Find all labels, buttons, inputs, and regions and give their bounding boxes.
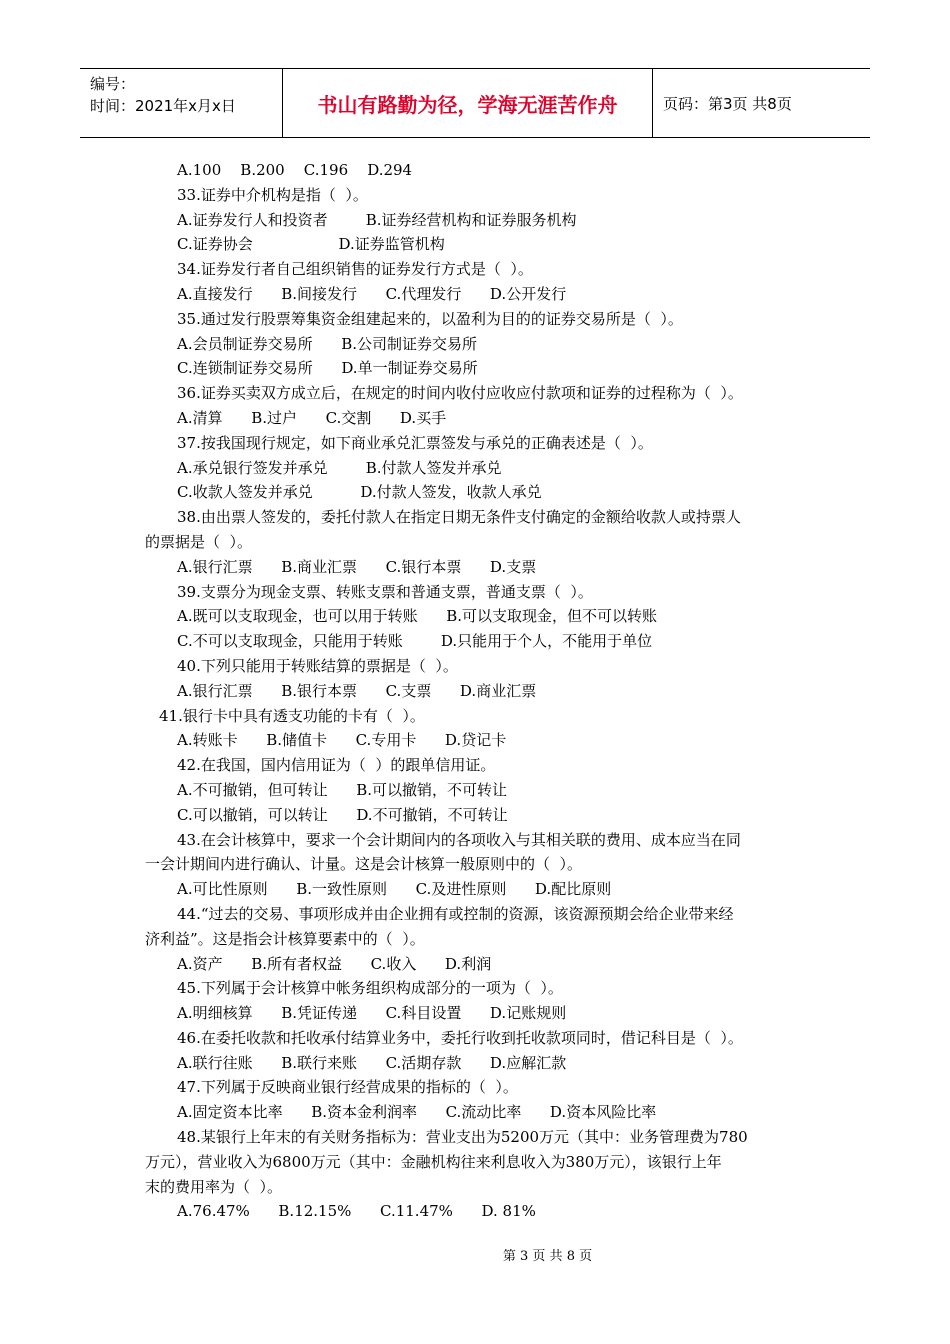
text-line: 47.下列属于反映商业银行经营成果的指标的（ ）。 <box>177 1078 518 1097</box>
text-line: A.承兑银行签发并承兑 B.付款人签发并承兑 <box>177 458 502 477</box>
text-line: 40.下列只能用于转账结算的票据是（ ）。 <box>177 656 458 675</box>
text-line: A.可比性原则 B.一致性原则 C.及进性原则 D.配比原则 <box>177 880 612 899</box>
text-line: 一会计期间内进行确认、计量。这是会计核算一般原则中的（ ）。 <box>145 855 583 874</box>
text-line: A.转账卡 B.储值卡 C.专用卡 D.贷记卡 <box>177 731 507 750</box>
footer-page-number: 第 3 页 共 8 页 <box>502 1249 593 1264</box>
text-line: 的票据是（ ）。 <box>145 532 253 551</box>
text-line: 37.按我国现行规定，如下商业承兑汇票签发与承兑的正确表述是（ ）。 <box>177 433 653 452</box>
text-line: A.证券发行人和投资者 B.证券经营机构和证券服务机构 <box>177 210 577 229</box>
time-label: 时间：2021年x月x日 <box>90 97 236 115</box>
text-line: A.银行汇票 B.银行本票 C.支票 D.商业汇票 <box>177 681 537 700</box>
text-line: 万元），营业收入为6800万元（其中：金融机构往来利息收入为380万元），该银行上年 <box>145 1152 722 1171</box>
text-line: A.100 B.200 C.196 D.294 <box>177 161 413 179</box>
text-line: 43.在会计核算中，要求一个会计期间内的各项收入与其相关联的费用、成本应当在同 <box>177 830 741 849</box>
text-line: C.可以撤销，可以转让 D.不可撤销，不可转让 <box>177 805 508 824</box>
header-motto: 书山有路勤为径，学海无涯苦作舟 <box>283 69 653 137</box>
text-line: A.固定资本比率 B.资本金利润率 C.流动比率 D.资本风险比率 <box>177 1103 657 1122</box>
text-line: 46.在委托收款和托收承付结算业务中，委托行收到托收款项同时，借记科目是（ ）。 <box>177 1028 743 1047</box>
text-line: 34.证券发行者自己组织销售的证券发行方式是（ ）。 <box>177 260 533 279</box>
text-line: 39.支票分为现金支票、转账支票和普通支票，普通支票（ ）。 <box>177 582 593 601</box>
text-line: 济利益”。这是指会计核算要素中的（ ）。 <box>145 929 425 948</box>
text-line: C.收款人签发并承兑 D.付款人签发，收款人承兑 <box>177 483 542 502</box>
text-line: C.证券协会 D.证券监管机构 <box>177 235 445 254</box>
text-line: A.既可以支取现金，也可以用于转账 B.可以支取现金，但不可以转账 <box>177 607 658 626</box>
text-line: A.联行往账 B.联行来账 C.活期存款 D.应解汇款 <box>177 1053 567 1072</box>
text-line: 36.证券买卖双方成立后，在规定的时间内收付应收应付款项和证券的过程称为（ ）。 <box>177 384 743 403</box>
text-line: 48.某银行上年末的有关财务指标为：营业支出为5200万元（其中：业务管理费为780 <box>177 1128 748 1147</box>
text-line: 45.下列属于会计核算中帐务组织构成部分的一项为（ ）。 <box>177 979 563 998</box>
text-line: A.76.47% B.12.15% C.11.47% D. 81% <box>177 1202 536 1221</box>
number-label: 编号： <box>90 75 136 93</box>
header-page-info: 页码：第3页 共8页 <box>663 94 792 113</box>
text-line: 42.在我国，国内信用证为（ ）的跟单信用证。 <box>177 756 496 775</box>
text-line: C.连锁制证券交易所 D.单一制证券交易所 <box>177 359 478 378</box>
text-line: A.直接发行 B.间接发行 C.代理发行 D.公开发行 <box>177 284 567 303</box>
text-line: C.不可以支取现金，只能用于转账 D.只能用于个人，不能用于单位 <box>177 632 653 651</box>
text-line: 33.证券中介机构是指（ ）。 <box>177 185 368 204</box>
text-line: 38.由出票人签发的，委托付款人在指定日期无条件支付确定的金额给收款人或持票人 <box>177 508 741 527</box>
header-meta <box>80 69 283 137</box>
text-line: A.清算 B.过户 C.交割 D.买手 <box>177 408 447 427</box>
text-line: 41.银行卡中具有透支功能的卡有（ ）。 <box>159 706 425 725</box>
text-line: 35.通过发行股票筹集资金组建起来的，以盈利为目的的证券交易所是（ ）。 <box>177 309 683 328</box>
text-line: A.银行汇票 B.商业汇票 C.银行本票 D.支票 <box>177 557 537 576</box>
text-line: A.资产 B.所有者权益 C.收入 D.利润 <box>177 954 492 973</box>
document-body <box>145 158 810 1224</box>
page-header <box>80 68 870 138</box>
text-line: A.不可撤销，但可转让 B.可以撤销，不可转让 <box>177 780 508 799</box>
text-line: 44.“过去的交易、事项形成并由企业拥有或控制的资源，该资源预期会给企业带来经 <box>177 904 734 923</box>
page-footer <box>0 1245 950 1264</box>
text-line: 末的费用率为（ ）。 <box>145 1177 283 1196</box>
text-line: A.会员制证券交易所 B.公司制证券交易所 <box>177 334 478 353</box>
text-line: A.明细核算 B.凭证传递 C.科目设置 D.记账规则 <box>177 1004 567 1023</box>
